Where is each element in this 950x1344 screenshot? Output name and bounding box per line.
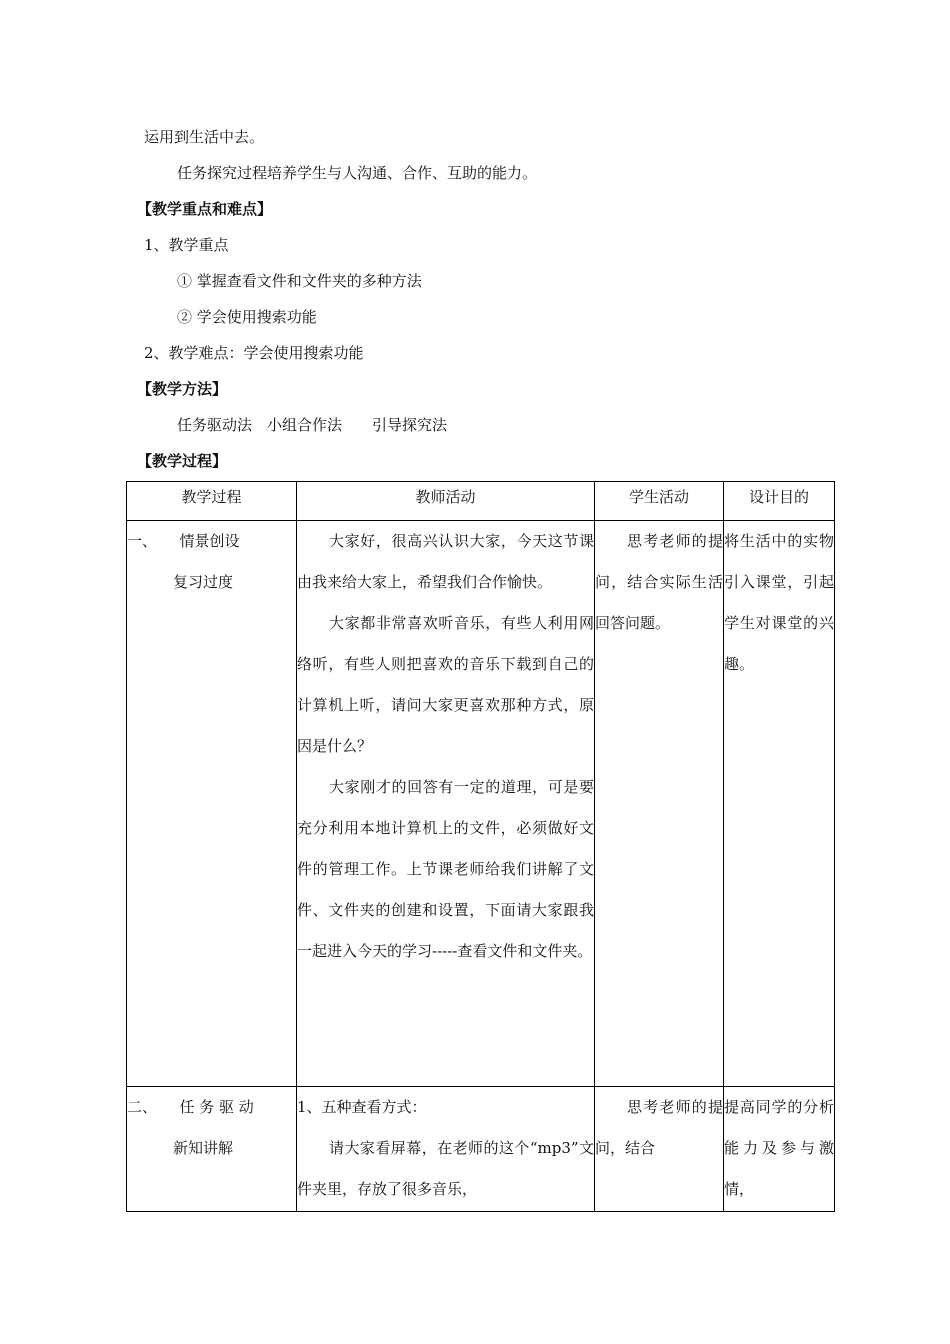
focus-heading: 【教学重点和难点】 (137, 200, 273, 218)
key-point-1: ① 掌握查看文件和文件夹的多种方法 (177, 272, 422, 290)
table-header-row (127, 482, 835, 521)
key-points-title: 1、教学重点 (144, 236, 229, 254)
intro-line-2: 任务探究过程培养学生与人沟通、合作、互助的能力。 (177, 164, 538, 182)
method-text: 任务驱动法 小组合作法 引导探究法 (177, 416, 448, 434)
purpose-text: 将生活中的实物引入课堂，引起学生对课堂的兴趣。 (724, 532, 834, 673)
stage-title: 二、 任 务 驱 动 (127, 1098, 254, 1116)
stage-subtitle: 复习过度 (173, 573, 234, 591)
header-teacher: 教师活动 (297, 482, 595, 521)
teacher-paragraph: 1、五种查看方式： (297, 1098, 427, 1116)
student-text: 思考老师的提问，结合 (595, 1098, 723, 1157)
teacher-cell (297, 521, 595, 1087)
purpose-text: 提高同学的分析能力及参与激情， (724, 1098, 834, 1198)
purpose-cell (724, 521, 835, 1087)
key-point-2: ② 学会使用搜索功能 (177, 308, 317, 326)
difficulty-line: 2、教学难点：学会使用搜索功能 (144, 344, 364, 362)
teacher-cell (297, 1087, 595, 1212)
process-heading: 【教学过程】 (137, 452, 228, 470)
student-text: 思考老师的提问，结合实际生活回答问题。 (595, 532, 723, 632)
stage-title: 一、 情景创设 (127, 532, 240, 550)
method-heading: 【教学方法】 (137, 380, 228, 398)
teacher-paragraph: 大家都非常喜欢听音乐，有些人利用网络听，有些人则把喜欢的音乐下载到自己的计算机上听，请问大家更喜欢那种方式，原因是什么？ (297, 614, 594, 755)
purpose-cell (724, 1087, 835, 1212)
student-cell (595, 1087, 724, 1212)
table-row (127, 521, 835, 1087)
header-student: 学生活动 (595, 482, 724, 521)
student-cell (595, 521, 724, 1087)
teacher-paragraph: 请大家看屏幕，在老师的这个“mp3”文件夹里，存放了很多音乐， (297, 1139, 594, 1198)
table-row (127, 1087, 835, 1212)
stage-cell (127, 1087, 297, 1212)
teacher-paragraph: 大家好，很高兴认识大家，今天这节课由我来给大家上，希望我们合作愉快。 (297, 532, 594, 591)
intro-line-1: 运用到生活中去。 (144, 128, 265, 146)
teacher-paragraph: 大家刚才的回答有一定的道理，可是要充分利用本地计算机上的文件，必须做好文件的管理工作。上节课老师给我们讲解了文件、文件夹的创建和设置，下面请大家跟我一起进入今天的学习-----查看文件和文件夹。 (297, 778, 594, 960)
stage-cell (127, 521, 297, 1087)
teaching-process-table (126, 481, 835, 1212)
header-stage: 教学过程 (127, 482, 297, 521)
header-purpose: 设计目的 (724, 482, 835, 521)
stage-subtitle: 新知讲解 (173, 1139, 234, 1157)
